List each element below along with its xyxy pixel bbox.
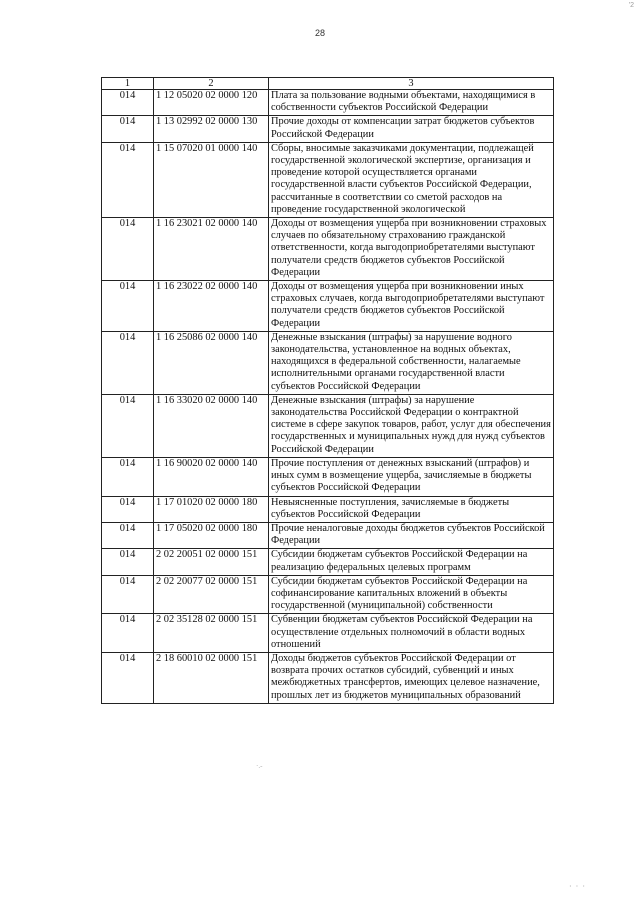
revenue-name-cell: Доходы бюджетов субъектов Российской Федерации от возврата прочих остатков субсидий, субвенций и иных межбюджетных трансфертов, имеющих целевое назначение, прошлых лет из бюджетов муниципальных образований [269, 652, 554, 703]
corner-mark: '2 [628, 2, 634, 9]
revenue-code-cell: 1 16 33020 02 0000 140 [154, 394, 269, 457]
table-row [102, 116, 554, 142]
revenue-name-cell: Денежные взыскания (штрафы) за нарушение водного законодательства, установленное на водных объектах, находящихся в федеральной собственности, налагаемые исполнительными органами государственной власти субъектов Российской Федерации [269, 331, 554, 394]
administrator-code-cell: 014 [102, 522, 154, 548]
table-row [102, 218, 554, 281]
revenue-code-cell: 2 02 20077 02 0000 151 [154, 575, 269, 614]
revenue-codes-table [101, 77, 554, 704]
revenue-code-cell: 1 15 07020 01 0000 140 [154, 142, 269, 217]
table-row [102, 652, 554, 703]
revenue-name-cell: Прочие неналоговые доходы бюджетов субъектов Российской Федерации [269, 522, 554, 548]
table-row [102, 614, 554, 653]
revenue-code-cell: 1 16 23022 02 0000 140 [154, 281, 269, 332]
revenue-code-cell: 1 17 01020 02 0000 180 [154, 496, 269, 522]
administrator-code-cell: 014 [102, 218, 154, 281]
revenue-code-cell: 1 17 05020 02 0000 180 [154, 522, 269, 548]
table-row [102, 575, 554, 614]
revenue-code-cell: 2 02 35128 02 0000 151 [154, 614, 269, 653]
administrator-code-cell: 014 [102, 281, 154, 332]
column-header-2: 2 [154, 78, 269, 90]
table-row [102, 457, 554, 496]
administrator-code-cell: 014 [102, 142, 154, 217]
table-row [102, 394, 554, 457]
page-number: 28 [314, 28, 325, 38]
table-header-row [102, 78, 554, 90]
administrator-code-cell: 014 [102, 116, 154, 142]
column-header-3: 3 [269, 78, 554, 90]
revenue-name-cell: Прочие поступления от денежных взысканий (штрафов) и иных сумм в возмещение ущерба, зачисляемые в бюджеты субъектов Российской Федерации [269, 457, 554, 496]
revenue-name-cell: Субсидии бюджетам субъектов Российской Федерации на реализацию федеральных целевых программ [269, 549, 554, 575]
table-row [102, 522, 554, 548]
revenue-code-cell: 2 18 60010 02 0000 151 [154, 652, 269, 703]
table-row [102, 331, 554, 394]
administrator-code-cell: 014 [102, 457, 154, 496]
administrator-code-cell: 014 [102, 549, 154, 575]
revenue-name-cell: Прочие доходы от компенсации затрат бюджетов субъектов Российской Федерации [269, 116, 554, 142]
revenue-name-cell: Доходы от возмещения ущерба при возникновении страховых случаев по обязательному страхованию гражданской ответственности, когда выгодоприобретателями выступают получатели средств бюджетов субъектов Российской Федерации [269, 218, 554, 281]
revenue-code-cell: 1 16 23021 02 0000 140 [154, 218, 269, 281]
administrator-code-cell: 014 [102, 496, 154, 522]
table-row [102, 281, 554, 332]
revenue-name-cell: Невыясненные поступления, зачисляемые в бюджеты субъектов Российской Федерации [269, 496, 554, 522]
revenue-name-cell: Плата за пользование водными объектами, находящимися в собственности субъектов Российской Федерации [269, 90, 554, 116]
table-row [102, 142, 554, 217]
revenue-code-cell: 1 16 25086 02 0000 140 [154, 331, 269, 394]
table-row [102, 496, 554, 522]
revenue-name-cell: Доходы от возмещения ущерба при возникновении иных страховых случаев, когда выгодоприобретателями выступают получатели средств бюджетов субъектов Российской Федерации [269, 281, 554, 332]
scan-speck: ·.- [256, 762, 263, 770]
revenue-code-cell: 1 12 05020 02 0000 120 [154, 90, 269, 116]
revenue-name-cell: Субсидии бюджетам субъектов Российской Федерации на софинансирование капитальных вложений в объекты государственной (муниципальной) собственности [269, 575, 554, 614]
revenue-name-cell: Денежные взыскания (штрафы) за нарушение законодательства Российской Федерации о контрактной системе в сфере закупок товаров, работ, услуг для обеспечения государственных и муниципальных нужд для нужд субъектов Российской Федерации [269, 394, 554, 457]
revenue-code-cell: 2 02 20051 02 0000 151 [154, 549, 269, 575]
administrator-code-cell: 014 [102, 331, 154, 394]
revenue-name-cell: Сборы, вносимые заказчиками документации, подлежащей государственной экологической экспертизе, организация и проведение которой осуществляется органами государственной власти субъектов Российской Федерации, рассчитанные в соответствии со сметой расходов на проведение государственной экологической [269, 142, 554, 217]
revenue-code-cell: 1 13 02992 02 0000 130 [154, 116, 269, 142]
administrator-code-cell: 014 [102, 614, 154, 653]
revenue-code-cell: 1 16 90020 02 0000 140 [154, 457, 269, 496]
column-header-1: 1 [102, 78, 154, 90]
administrator-code-cell: 014 [102, 394, 154, 457]
table-row [102, 90, 554, 116]
administrator-code-cell: 014 [102, 575, 154, 614]
table-row [102, 549, 554, 575]
bottom-dots: · · · [569, 882, 586, 891]
administrator-code-cell: 014 [102, 652, 154, 703]
administrator-code-cell: 014 [102, 90, 154, 116]
revenue-name-cell: Субвенции бюджетам субъектов Российской Федерации на осуществление отдельных полномочий в области водных отношений [269, 614, 554, 653]
